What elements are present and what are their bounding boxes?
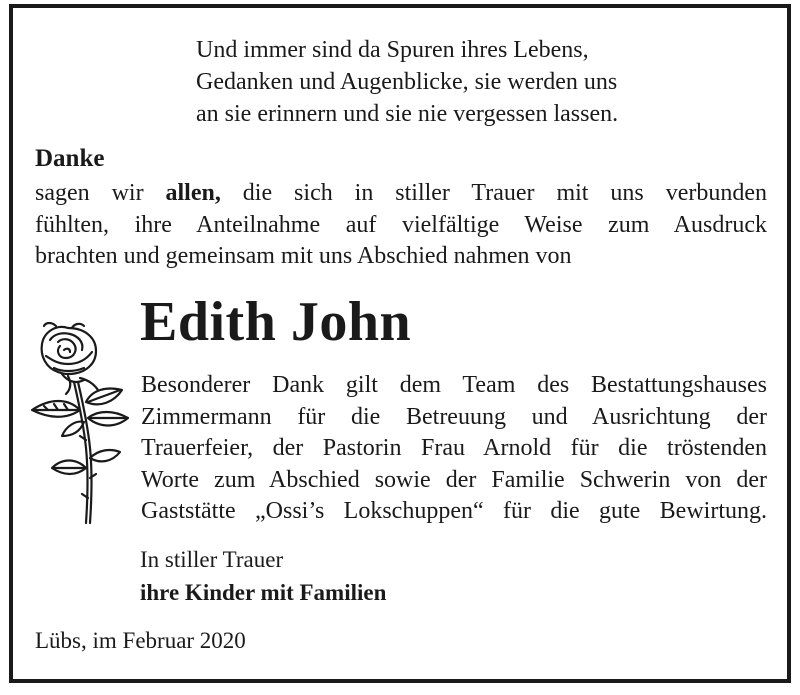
signature-line2: ihre Kinder mit Familien xyxy=(140,580,387,605)
special-thanks-text xyxy=(141,370,767,528)
poem-line: Und immer sind da Spuren ihres Lebens, xyxy=(196,37,589,63)
intro-line xyxy=(35,178,767,210)
intro-line1-end: die sich in stiller Trauer mit uns verbunden xyxy=(220,180,767,206)
thanks-line: Zimmermann für die Betreuung und Ausrichtung der xyxy=(141,403,767,430)
thanks-line: Gaststätte „Ossi’s Lokschuppen“ für die gute Bewirtung. xyxy=(141,498,767,524)
heading-danke: Danke xyxy=(35,145,105,172)
poem-line: an sie erinnern und sie nie vergessen lassen. xyxy=(196,101,619,127)
deceased-name: Edith John xyxy=(140,291,412,353)
intro-line1-bold: allen, xyxy=(165,180,221,206)
place-date: Lübs, im Februar 2020 xyxy=(35,628,246,653)
poem-line: Gedanken und Augenblicke, sie werden uns xyxy=(196,69,618,95)
intro-text xyxy=(35,178,767,273)
memorial-poem xyxy=(196,34,618,130)
thanks-line: Trauerfeier, der Pastorin Frau Arnold für die tröstenden xyxy=(141,435,767,461)
rose-icon xyxy=(28,318,138,532)
intro-line: brachten und gemeinsam mit uns Abschied nahmen von xyxy=(35,243,572,269)
signature-line1: In stiller Trauer xyxy=(140,547,284,572)
thanks-line: Worte zum Abschied sowie der Familie Schwerin von der xyxy=(141,466,767,493)
thanks-line: Besonderer Dank gilt dem Team des Bestattungshauses xyxy=(141,372,767,398)
intro-line1-start: sagen wir xyxy=(35,180,166,206)
intro-line: fühlten, ihre Anteilnahme auf vielfältige Weise zum Ausdruck xyxy=(35,211,767,238)
